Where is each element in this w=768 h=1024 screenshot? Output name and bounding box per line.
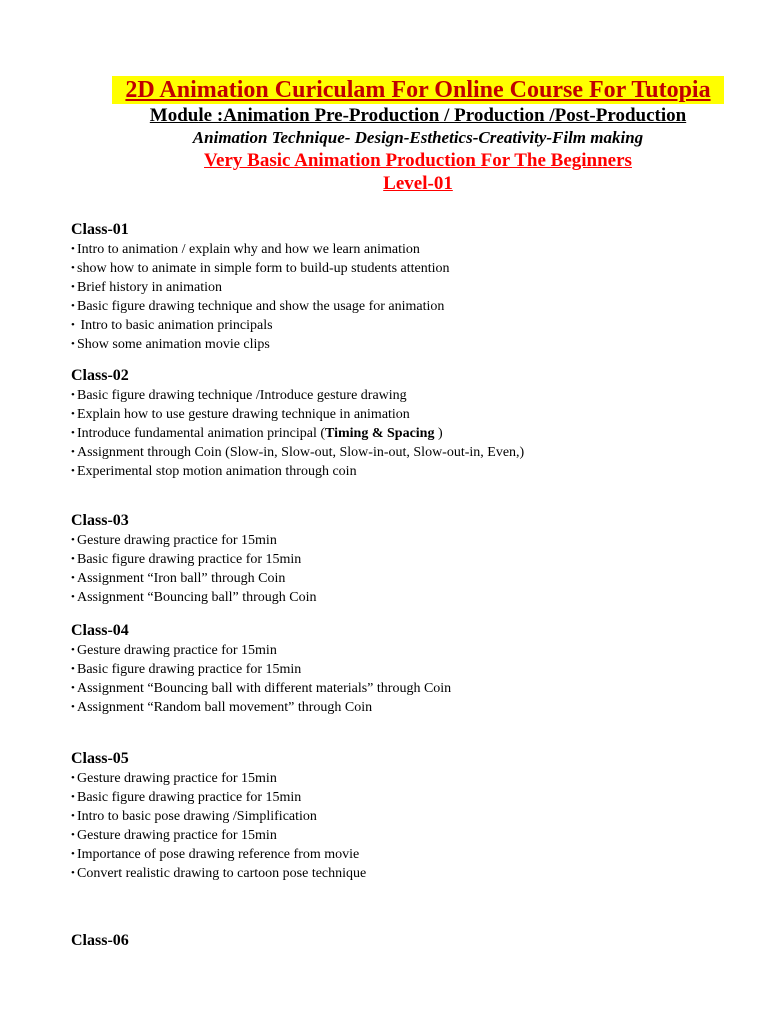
item-text: Gesture drawing practice for 15min — [77, 828, 277, 843]
class-section-04 — [71, 621, 751, 717]
item-text: ) — [434, 426, 443, 441]
list-item — [71, 788, 751, 807]
document-title: 2D Animation Curiculam For Online Course For Tutopia — [112, 76, 724, 104]
item-text: Importance of pose drawing reference from movie — [77, 847, 360, 862]
item-text: Basic figure drawing technique /Introduce gesture drawing — [77, 388, 407, 403]
bullet-icon: • — [71, 300, 75, 312]
level-heading: Level-01 — [383, 173, 453, 194]
bullet-icon: • — [71, 848, 75, 860]
item-text: Convert realistic drawing to cartoon pose technique — [77, 866, 367, 881]
item-text: Basic figure drawing practice for 15min — [77, 662, 302, 677]
list-item — [71, 641, 751, 660]
module-heading: Module :Animation Pre-Production / Production /Post-Production — [149, 105, 687, 126]
class-item-list — [71, 769, 751, 883]
list-item — [71, 316, 751, 335]
bullet-icon: • — [71, 408, 75, 420]
class-title: Class-02 — [71, 367, 129, 384]
bullet-icon: • — [71, 682, 75, 694]
bullet-icon: • — [71, 829, 75, 841]
item-text: Intro to animation / explain why and how we learn animation — [77, 242, 420, 257]
class-title: Class-05 — [71, 750, 129, 767]
item-text: Introduce fundamental animation principal ( — [77, 426, 326, 441]
list-item — [71, 864, 751, 883]
list-item — [71, 531, 751, 550]
bullet-icon: • — [71, 319, 75, 331]
list-item — [71, 769, 751, 788]
item-text: Basic figure drawing practice for 15min — [77, 552, 302, 567]
bullet-icon: • — [71, 534, 75, 546]
class-section-03 — [71, 511, 751, 607]
bullet-icon: • — [71, 591, 75, 603]
bullet-icon: • — [71, 262, 75, 274]
class-section-06 — [71, 931, 751, 951]
bullet-icon: • — [71, 465, 75, 477]
item-text-bold: Timing & Spacing — [325, 426, 435, 441]
list-item — [71, 240, 751, 259]
list-item — [71, 679, 751, 698]
bullet-icon: • — [71, 389, 75, 401]
class-title: Class-01 — [71, 221, 129, 238]
list-item — [71, 335, 751, 354]
class-item-list — [71, 386, 751, 481]
bullet-icon: • — [71, 338, 75, 350]
class-title: Class-06 — [71, 932, 129, 949]
bullet-icon: • — [71, 427, 75, 439]
bullet-icon: • — [71, 663, 75, 675]
item-text: Basic figure drawing practice for 15min — [77, 790, 302, 805]
list-item — [71, 826, 751, 845]
list-item — [71, 386, 751, 405]
list-item — [71, 660, 751, 679]
bullet-icon: • — [71, 243, 75, 255]
item-text: show how to animate in simple form to build-up students attention — [77, 261, 450, 276]
item-text: Basic figure drawing technique and show the usage for animation — [77, 299, 445, 314]
item-text: Show some animation movie clips — [77, 337, 270, 352]
item-text: Gesture drawing practice for 15min — [77, 533, 277, 548]
class-item-list — [71, 531, 751, 607]
class-section-05 — [71, 749, 751, 883]
list-item — [71, 424, 751, 443]
item-text: Assignment through Coin (Slow-in, Slow-out, Slow-in-out, Slow-out-in, Even,) — [77, 445, 525, 460]
technique-subheading: Animation Technique- Design-Esthetics-Creativity-Film making — [192, 128, 644, 147]
class-section-02 — [71, 366, 751, 481]
bullet-icon: • — [71, 644, 75, 656]
list-item — [71, 278, 751, 297]
bullet-icon: • — [71, 791, 75, 803]
class-title: Class-03 — [71, 512, 129, 529]
class-section-01 — [71, 220, 751, 354]
item-text: Intro to basic pose drawing /Simplification — [77, 809, 317, 824]
bullet-icon: • — [71, 810, 75, 822]
list-item — [71, 698, 751, 717]
bullet-icon: • — [71, 553, 75, 565]
bullet-icon: • — [71, 281, 75, 293]
list-item — [71, 443, 751, 462]
list-item — [71, 807, 751, 826]
class-title: Class-04 — [71, 622, 129, 639]
bullet-icon: • — [71, 772, 75, 784]
item-text: Assignment “Bouncing ball with different materials” through Coin — [77, 681, 452, 696]
item-text: Assignment “Iron ball” through Coin — [77, 571, 286, 586]
bullet-icon: • — [71, 701, 75, 713]
item-text: Assignment “Random ball movement” through Coin — [77, 700, 373, 715]
list-item — [71, 297, 751, 316]
list-item — [71, 569, 751, 588]
bullet-icon: • — [71, 867, 75, 879]
item-text: Gesture drawing practice for 15min — [77, 643, 277, 658]
course-subtitle: Very Basic Animation Production For The Beginners — [204, 150, 632, 171]
list-item — [71, 845, 751, 864]
item-text: Assignment “Bouncing ball” through Coin — [77, 590, 317, 605]
item-text: Experimental stop motion animation through coin — [77, 464, 357, 479]
list-item — [71, 462, 751, 481]
list-item — [71, 588, 751, 607]
item-text: Explain how to use gesture drawing technique in animation — [77, 407, 410, 422]
list-item — [71, 405, 751, 424]
item-text: Brief history in animation — [77, 280, 223, 295]
list-item — [71, 550, 751, 569]
class-item-list — [71, 240, 751, 354]
bullet-icon: • — [71, 446, 75, 458]
list-item — [71, 259, 751, 278]
class-item-list — [71, 641, 751, 717]
item-text: Intro to basic animation principals — [77, 318, 273, 333]
bullet-icon: • — [71, 572, 75, 584]
item-text: Gesture drawing practice for 15min — [77, 771, 277, 786]
